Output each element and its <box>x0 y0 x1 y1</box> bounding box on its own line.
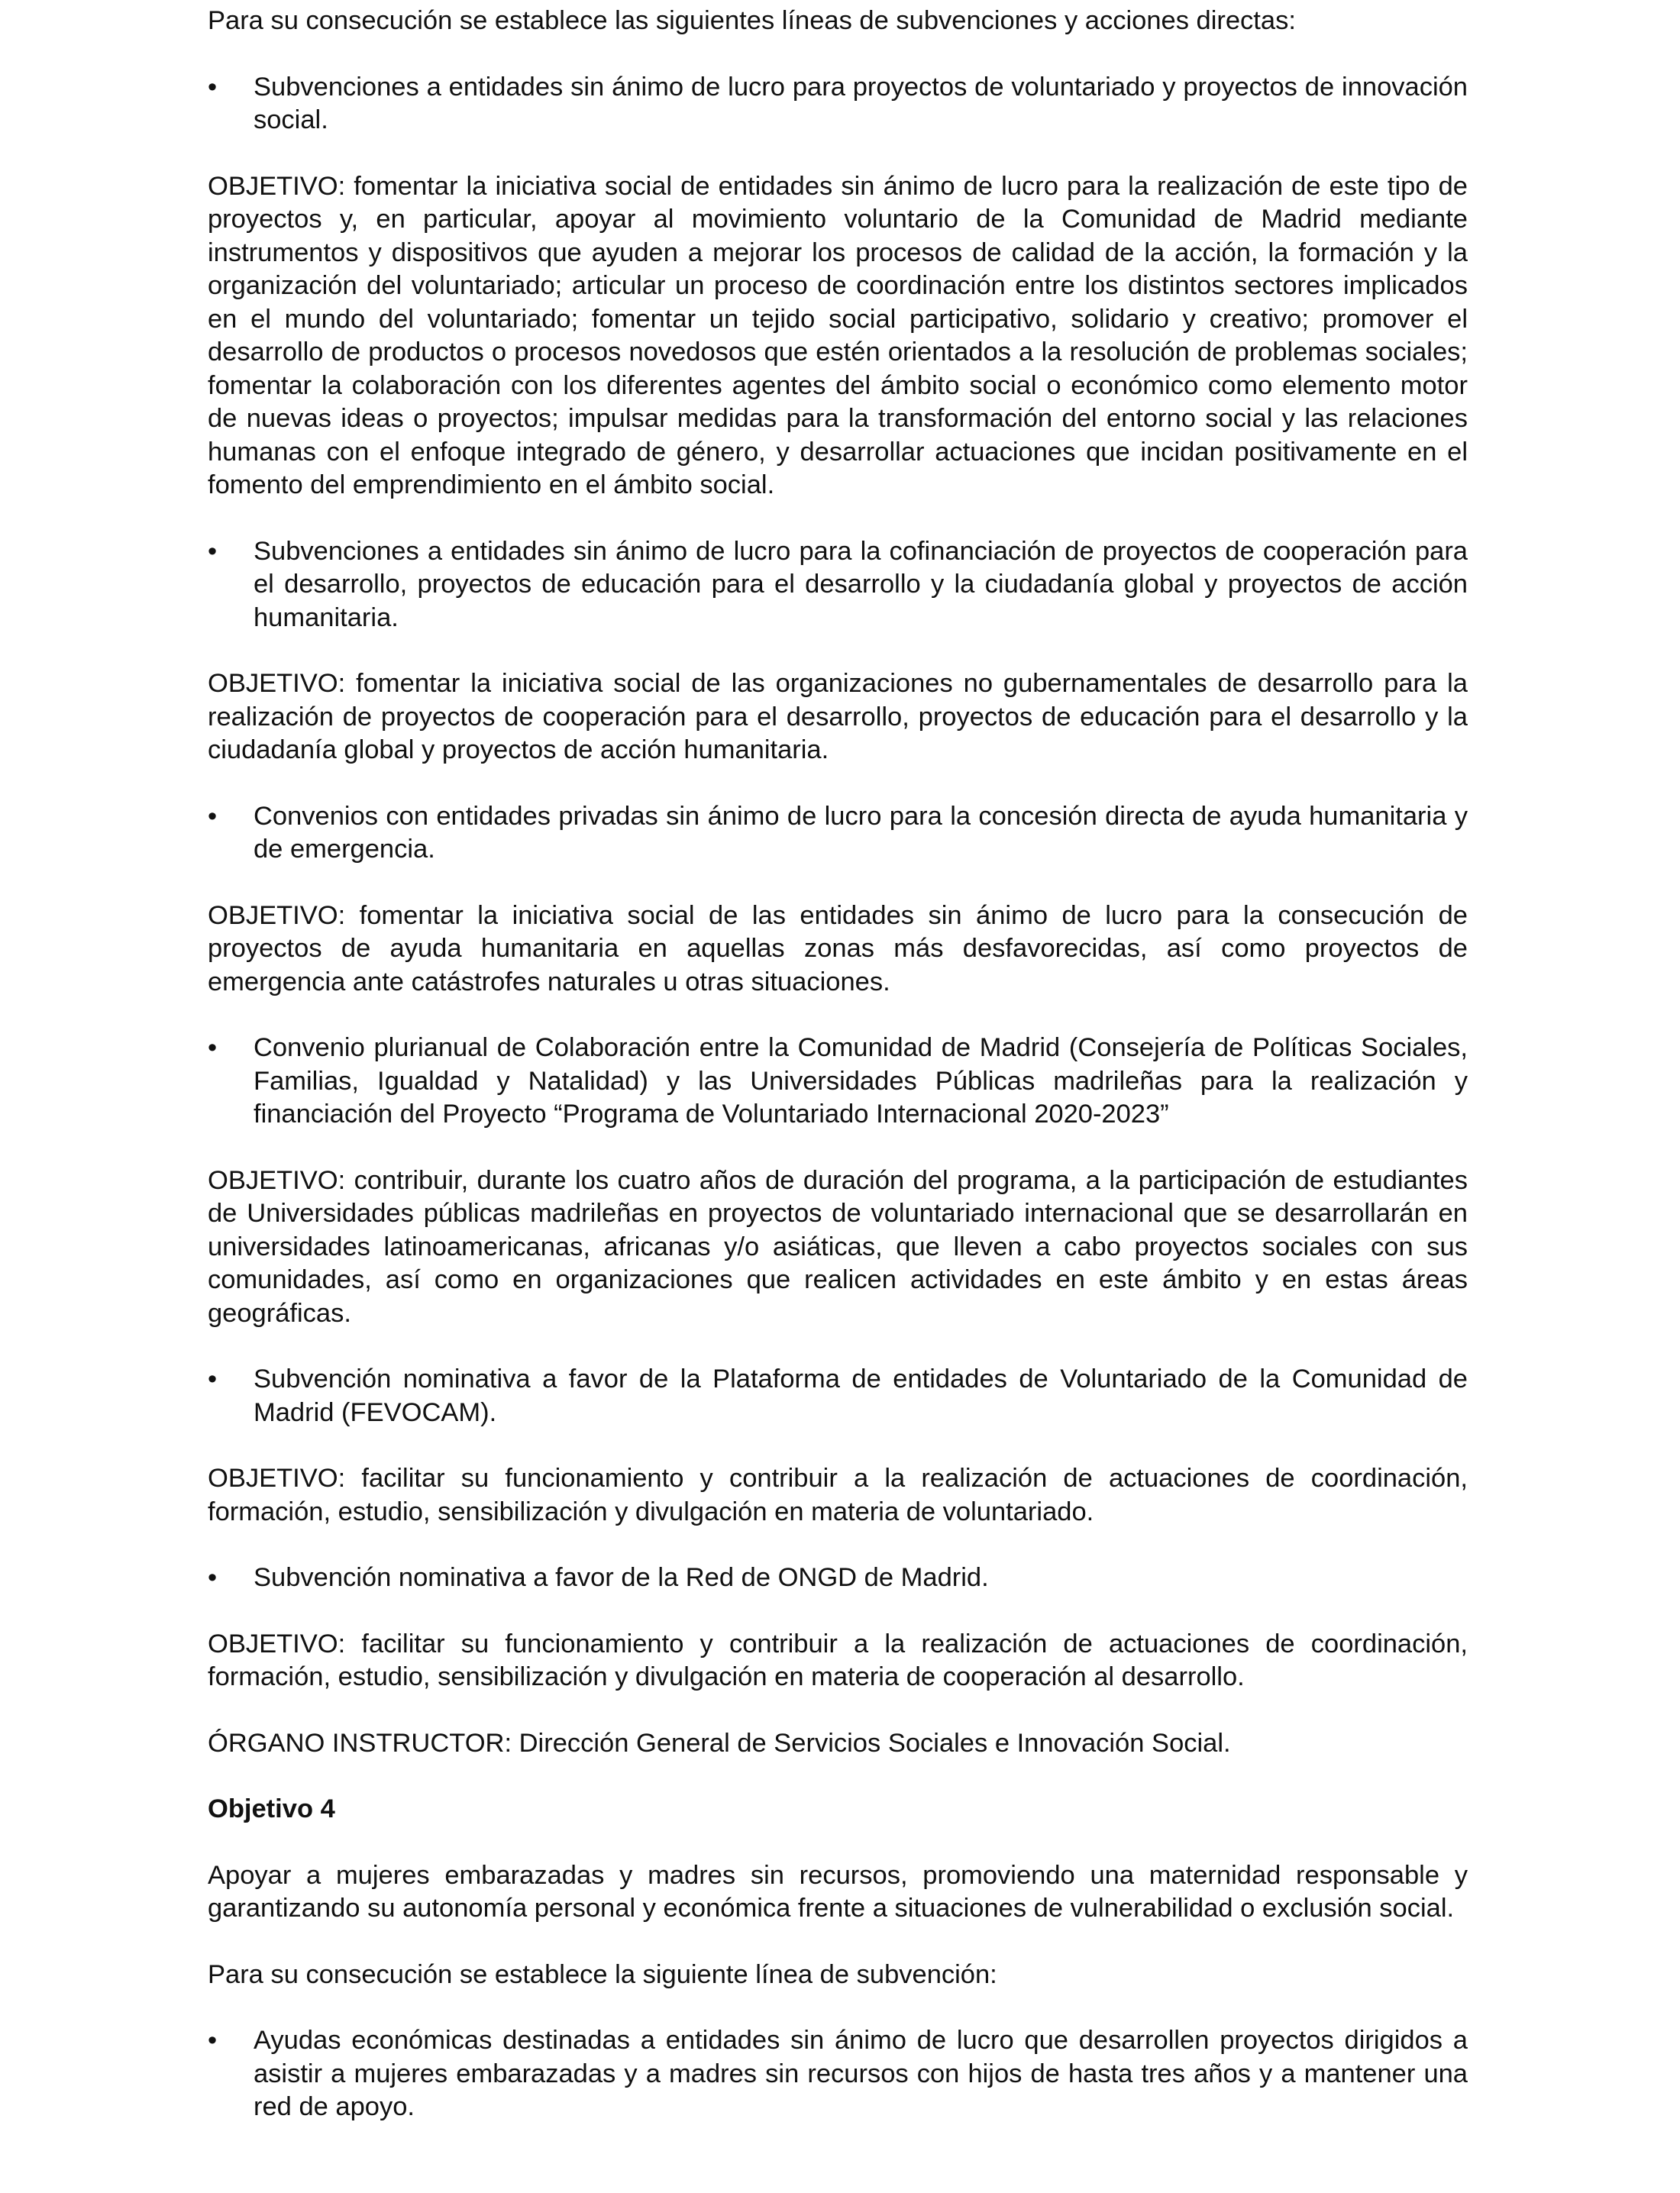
objective-paragraph-5: OBJETIVO: facilitar su funcionamiento y contribuir a la realización de actuaciones de coordinación, formación, estudio, sensibilización y divulgación en materia de voluntariado. <box>208 1464 1468 1526</box>
bullet-item-6 <box>208 1562 1468 1595</box>
bullet-item-2 <box>208 535 1468 635</box>
bullet-icon: • <box>208 2026 218 2055</box>
bullet-icon: • <box>208 536 218 566</box>
bullet-item-4 <box>208 1032 1468 1132</box>
objective-paragraph-1: OBJETIVO: fomentar la iniciativa social de entidades sin ánimo de lucro para la realización de este tipo de proyectos y, en particular, apoyar al movimiento voluntario de la Comunidad de Madrid mediante instrumentos y dispositivos que ayuden a mejorar los procesos de calidad de la acción, la formación y la organización del voluntariado; articular un proceso de coordinación entre los distintos sectores implicados en el mundo del voluntariado; fomentar un tejido social participativo, solidario y creativo; promover el desarrollo de productos o procesos novedosos que estén orientados a la resolución de problemas sociales; fomentar la colaboración con los diferentes agentes del ámbito social o económico como elemento motor de nuevas ideas o proyectos; impulsar medidas para la transformación del entorno social y las relaciones humanas con el enfoque integrado de género, y desarrollar actuaciones que incidan positivamente en el fomento del emprendimiento en el ámbito social. <box>208 171 1468 499</box>
bullet-text-1: Subvenciones a entidades sin ánimo de lucro para proyectos de voluntariado y proyectos de innovación social. <box>254 72 1468 134</box>
objective-paragraph-6: OBJETIVO: facilitar su funcionamiento y contribuir a la realización de actuaciones de coordinación, formación, estudio, sensibilización y divulgación en materia de cooperación al desarrollo. <box>208 1629 1468 1691</box>
bullet-icon: • <box>208 801 218 831</box>
bullet-item-7 <box>208 2024 1468 2124</box>
bullet-icon: • <box>208 1563 218 1592</box>
bullet-text-4: Convenio plurianual de Colaboración entre la Comunidad de Madrid (Consejería de Políticas Sociales, Familias, Igualdad y Natalidad) y las Universidades Públicas madrileñas para la realización y financiación del Proyecto “Programa de Voluntariado Internacional 2020-2023” <box>254 1033 1468 1129</box>
bullet-text-7: Ayudas económicas destinadas a entidades sin ánimo de lucro que desarrollen proyectos dirigidos a asistir a mujeres embarazadas y a madres sin recursos con hijos de hasta tres años y a mantener una red de apoyo. <box>254 2026 1468 2121</box>
bullet-item-5 <box>208 1363 1468 1429</box>
objective-paragraph-3: OBJETIVO: fomentar la iniciativa social de las entidades sin ánimo de lucro para la consecución de proyectos de ayuda humanitaria en aquellas zonas más desfavorecidas, así como proyectos de emergencia ante catástrofes naturales u otras situaciones. <box>208 900 1468 996</box>
bullet-text-6: Subvención nominativa a favor de la Red de ONGD de Madrid. <box>254 1563 989 1592</box>
document-page <box>208 5 1468 2157</box>
objective4-paragraph: Apoyar a mujeres embarazadas y madres sin recursos, promoviendo una maternidad responsable y garantizando su autonomía personal y económica frente a situaciones de vulnerabilidad o exclusión social. <box>208 1860 1468 1923</box>
organ-instructor-paragraph: ÓRGANO INSTRUCTOR: Dirección General de Servicios Sociales e Innovación Social. <box>208 1728 1231 1758</box>
objective-paragraph-2: OBJETIVO: fomentar la iniciativa social de las organizaciones no gubernamentales de desarrollo para la realización de proyectos de cooperación para el desarrollo, proyectos de educación para el desarrollo y la ciudadanía global y proyectos de acción humanitaria. <box>208 669 1468 764</box>
intro2-paragraph: Para su consecución se establece la siguiente línea de subvención: <box>208 1959 997 1989</box>
bullet-icon: • <box>208 1033 218 1062</box>
intro-paragraph: Para su consecución se establece las siguientes líneas de subvenciones y acciones directas: <box>208 6 1296 35</box>
bullet-icon: • <box>208 72 218 102</box>
bullet-text-2: Subvenciones a entidades sin ánimo de lucro para la cofinanciación de proyectos de cooperación para el desarrollo, proyectos de educación para el desarrollo y la ciudadanía global y proyectos de acción humanitaria. <box>254 536 1468 632</box>
bullet-icon: • <box>208 1365 218 1394</box>
objective-paragraph-4: OBJETIVO: contribuir, durante los cuatro años de duración del programa, a la participación de estudiantes de Universidades públicas madrileñas en proyectos de voluntariado internacional que se desarrollarán en universidades latinoamericanas, africanas y/o asiáticas, que lleven a cabo proyectos sociales con sus comunidades, así como en organizaciones que realicen actividades en este ámbito y en estas áreas geográficas. <box>208 1165 1468 1328</box>
bullet-text-5: Subvención nominativa a favor de la Plataforma de entidades de Voluntariado de la Comunidad de Madrid (FEVOCAM). <box>254 1365 1468 1427</box>
bullet-item-1 <box>208 71 1468 137</box>
bullet-item-3 <box>208 800 1468 867</box>
section-heading: Objetivo 4 <box>208 1794 335 1823</box>
bullet-text-3: Convenios con entidades privadas sin ánimo de lucro para la concesión directa de ayuda humanitaria y de emergencia. <box>254 801 1468 864</box>
